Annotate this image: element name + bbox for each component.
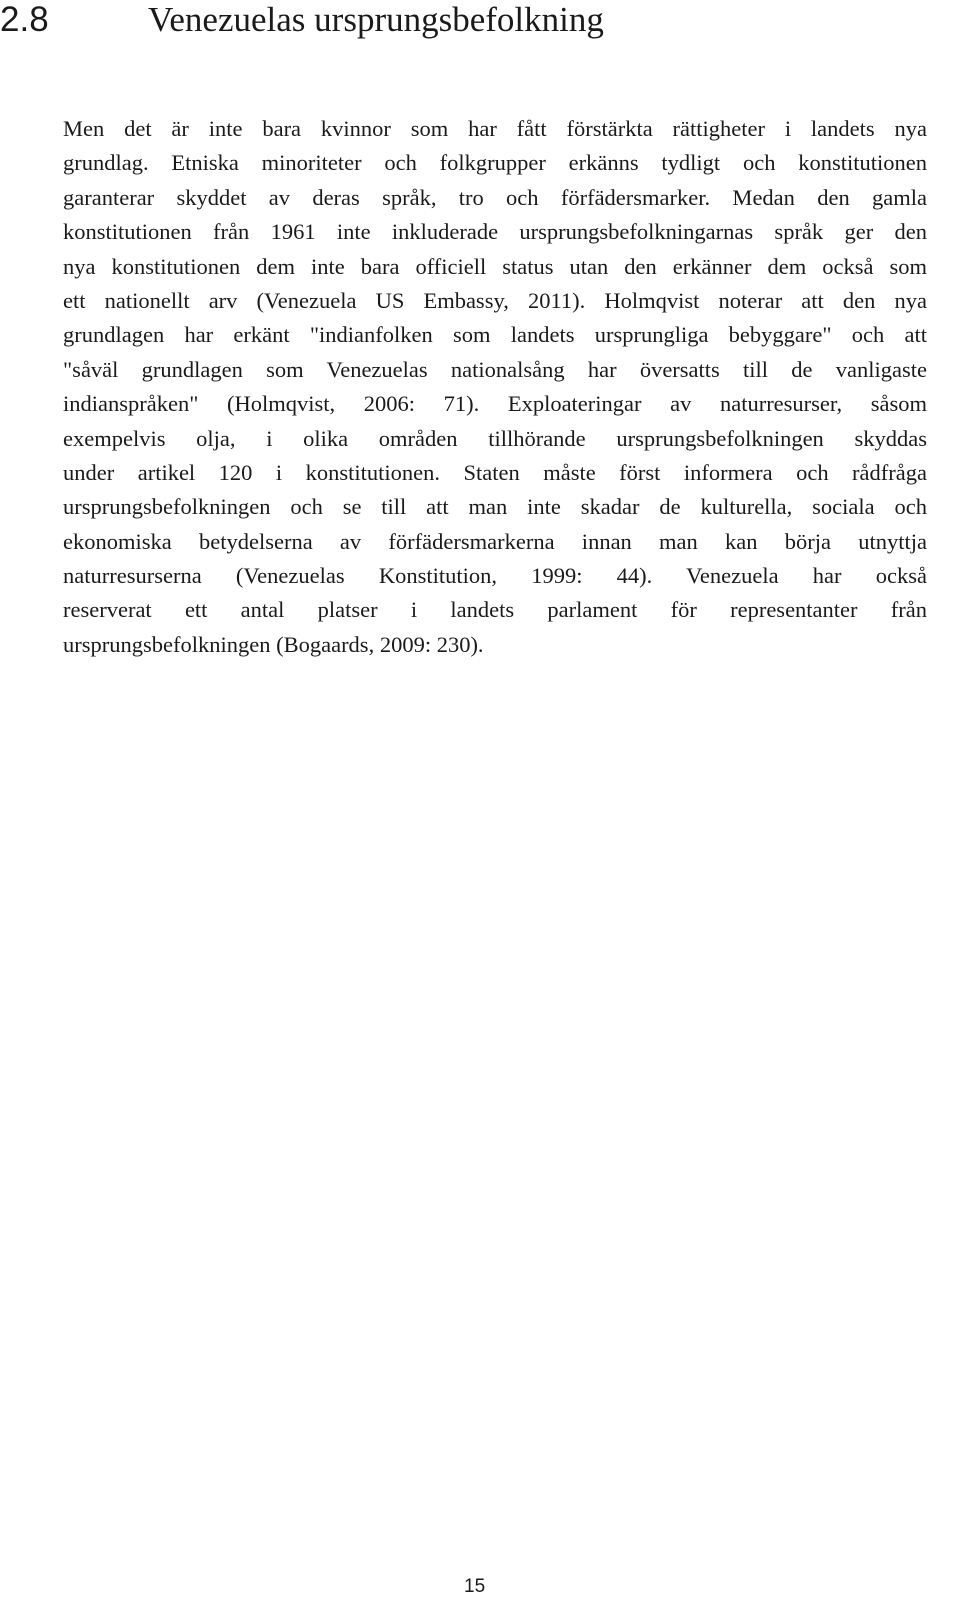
paragraph-line: exempelvis olja, i olika områden tillhörande ursprungsbefolkningen skyddas [63,425,927,451]
paragraph-line: konstitutionen från 1961 inte inkluderade ursprungsbefolkningarnas språk ger den [63,219,927,245]
section-title: Venezuelas ursprungsbefolkning [148,0,604,39]
paragraph-line: grundlagen har erkänt "indianfolken som landets ursprungliga bebyggare" och att [63,322,927,348]
paragraph-line: grundlag. Etniska minoriteter och folkgrupper erkänns tydligt och konstitutionen [63,150,927,176]
paragraph-line: Men det är inte bara kvinnor som har fått förstärkta rättigheter i landets nya [63,116,927,141]
paragraph-line: ekonomiska betydelserna av förfädersmarkerna innan man kan börja utnyttja [63,528,927,554]
paragraph-line: naturresurserna (Venezuelas Konstitution, 1999: 44). Venezuela har också [63,563,927,589]
body-paragraph [63,112,927,662]
paragraph-line: ett nationellt arv (Venezuela US Embassy, 2011). Holmqvist noterar att den nya [63,287,927,313]
paragraph-line: garanterar skyddet av deras språk, tro och förfädersmarker. Medan den gamla [63,184,927,210]
paragraph-line: indianspråken" (Holmqvist, 2006: 71). Exploateringar av naturresurser, såsom [63,391,927,417]
paragraph-line: nya konstitutionen dem inte bara officiell status utan den erkänner dem också som [63,253,927,279]
section-number: 2.8 [0,0,49,39]
page-number: 15 [464,1576,486,1597]
paragraph-line: reserverat ett antal platser i landets parlament för representanter från [63,597,927,623]
paragraph-line: "såväl grundlagen som Venezuelas nationalsång har översatts till de vanligaste [63,356,927,382]
paragraph-line: ursprungsbefolkningen och se till att man inte skadar de kulturella, sociala och [63,494,927,520]
paragraph-line: under artikel 120 i konstitutionen. Staten måste först informera och rådfråga [63,459,927,485]
paragraph-line: ursprungsbefolkningen (Bogaards, 2009: 230). [63,631,484,657]
